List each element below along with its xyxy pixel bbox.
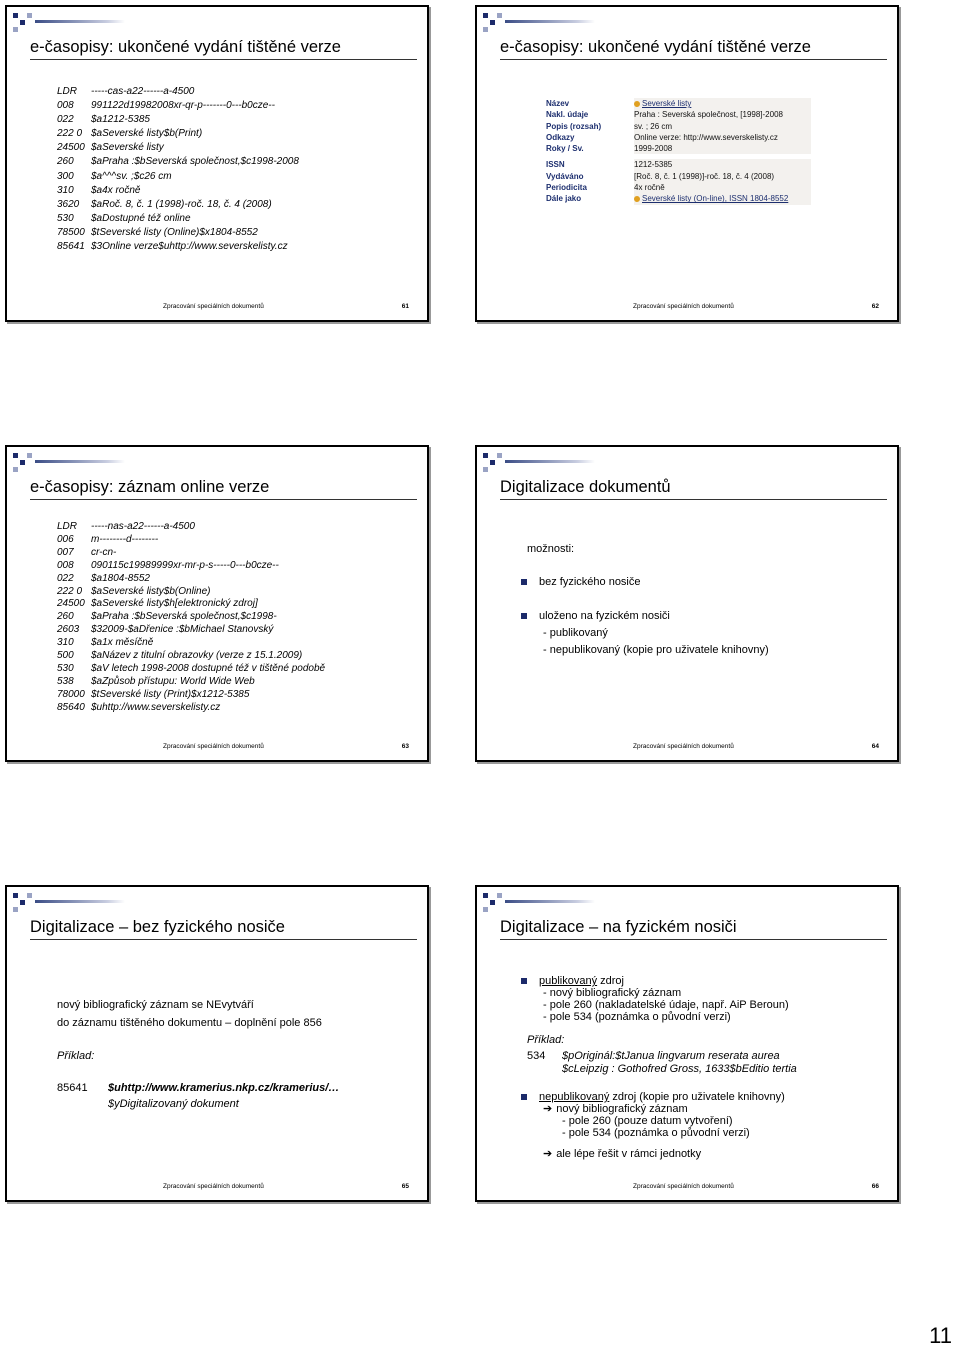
marc-tag: 310 (57, 637, 74, 649)
marc-tag: 022 (57, 572, 74, 584)
slide-footer (7, 1183, 427, 1193)
slide-footer (7, 303, 427, 313)
record-label: ISSN (546, 160, 565, 170)
record-label: Popis (rozsah) (546, 121, 602, 131)
bullet-text: uloženo na fyzickém nosiči (539, 610, 670, 622)
marc-field (57, 113, 299, 127)
marc-tag: 538 (57, 675, 74, 687)
record-value: [Roč. 8, č. 1 (1998)]-roč. 18, č. 4 (2008) (634, 171, 811, 182)
record-row (546, 182, 811, 193)
marc-field (57, 598, 325, 611)
slide-66 (475, 885, 899, 1202)
marc-field (57, 534, 325, 547)
marc-tag: LDR (57, 521, 78, 532)
marc-tag: LDR (57, 86, 78, 97)
marc-tag: 008 (57, 100, 74, 112)
slide-number: 66 (871, 1183, 879, 1190)
marc-field (57, 560, 325, 573)
example-label: Příklad: (57, 1050, 95, 1062)
slide-title: e-časopisy: ukončené vydání tištěné verze (30, 38, 341, 56)
footer-text: Zpracování speciálních dokumentů (633, 743, 734, 750)
bullet-text: zdroj (kopie pro uživatele knihovny) (609, 1091, 785, 1103)
square-bullet-icon (521, 613, 527, 619)
marc-tag: 260 (57, 611, 74, 623)
marc-tag: 2603 (57, 624, 80, 636)
bullet-item (521, 608, 670, 625)
marc-field (57, 663, 325, 676)
bullet-item (521, 574, 641, 591)
record-label: Vydáváno (546, 171, 584, 181)
catalog-record-table (546, 98, 811, 205)
footer-text: Zpracování speciálních dokumentů (163, 1183, 264, 1190)
example-label: Příklad: (527, 1034, 565, 1046)
marc-tag: 006 (57, 533, 74, 545)
marc-field (57, 184, 299, 198)
marc-value: $aSeverské listy$b(Online) (91, 585, 211, 597)
marc-tag: 530 (57, 212, 74, 224)
marc-value: $aV letech 1998-2008 dostupné též v tištěné podobě (91, 662, 326, 674)
marc-field (57, 689, 325, 702)
marc-tag: 260 (57, 156, 74, 168)
record-value: 4x ročně (634, 182, 811, 193)
slide-number: 64 (871, 743, 879, 750)
marc-field (57, 586, 325, 599)
marc-value: $aDostupné též online (91, 212, 191, 224)
title-divider (30, 939, 417, 940)
footer-text: Zpracování speciálních dokumentů (633, 1183, 734, 1190)
record-value: 1212-5385 (634, 159, 811, 170)
title-divider (30, 59, 417, 60)
marc-value: $a1804-8552 (91, 572, 150, 584)
record-label: Periodicita (546, 183, 587, 193)
title-divider (500, 939, 887, 940)
slide-decoration (483, 893, 603, 913)
marc-field (57, 240, 299, 254)
marc-field (57, 702, 325, 715)
marc-value: $aSeverské listy$h[elektronický zdroj] (91, 598, 258, 610)
marc-tag: 500 (57, 650, 74, 662)
marc-record (57, 521, 325, 715)
marc-value: 090115c19989999xr-mr-p-s-----0---b0cze-- (91, 559, 279, 571)
arrow-right-icon: ➔ (543, 1148, 553, 1160)
marc-field (57, 127, 299, 141)
marc-value: $3Online verze$uhttp://www.severskelisty.cz (91, 241, 288, 253)
record-row (546, 193, 811, 204)
record-row (546, 143, 811, 154)
marc-tag: 78000 (57, 688, 85, 700)
marc-field (57, 521, 325, 534)
record-value: Severské listy (On-line), ISSN 1804-8552 (642, 194, 789, 204)
sub-item: - pole 534 (poznámka o původní verzi) (543, 1011, 731, 1023)
bullet-text-underlined: publikovaný (539, 975, 598, 987)
slide-number: 61 (401, 303, 409, 310)
text-line: do záznamu tištěného dokumentu – doplnění pole 856 (57, 1017, 322, 1029)
slide-footer (7, 743, 427, 753)
marc-field (57, 170, 299, 184)
slide-title: Digitalizace – na fyzickém nosiči (500, 918, 737, 936)
arrow-item-text: nový bibliografický záznam (556, 1103, 688, 1115)
bullet-item (521, 975, 624, 987)
sub-item: - pole 260 (nakladatelské údaje, např. AiP Beroun) (543, 999, 789, 1011)
bullet-text: bez fyzického nosiče (539, 576, 641, 588)
slide-title: Digitalizace – bez fyzického nosiče (30, 918, 285, 936)
slide-decoration (483, 453, 603, 473)
marc-tag: 022 (57, 114, 74, 126)
marc-field (57, 676, 325, 689)
marc-tag: 24500 (57, 142, 85, 154)
marc-tag: 24500 (57, 598, 85, 610)
link-dot-icon (634, 101, 640, 107)
marc-tag: 530 (57, 662, 74, 674)
sub-item: - pole 534 (poznámka o původní verzi) (562, 1127, 750, 1139)
record-label: Název (546, 99, 570, 108)
slide-decoration (483, 13, 603, 33)
record-label: Odkazy (546, 132, 575, 142)
marc-field (57, 198, 299, 212)
marc-value: $aRoč. 8, č. 1 (1998)-roč. 18, č. 4 (2008) (91, 198, 272, 210)
marc-value: $aPraha :$bSeverská společnost,$c1998-2008 (91, 156, 299, 168)
record-row (546, 121, 811, 132)
square-bullet-icon (521, 978, 527, 984)
marc-field (57, 624, 325, 637)
slide-63 (5, 445, 429, 762)
text-line: nový bibliografický záznam se NEvytváří (57, 999, 254, 1011)
marc-value: $uhttp://www.severskelisty.cz (91, 701, 221, 713)
record-row (546, 98, 811, 109)
marc-value: $32009-$aDřenice :$bMichael Stanovský (91, 624, 274, 636)
link-dot-icon (634, 196, 640, 202)
bullet-text-underlined: nepublikovaný (539, 1091, 610, 1103)
record-label: Nakl. údaje (546, 110, 589, 120)
marc-value: m--------d-------- (91, 533, 159, 545)
marc-value: $aZpůsob přístupu: World Wide Web (91, 675, 255, 687)
footer-text: Zpracování speciálních dokumentů (633, 303, 734, 310)
marc-record (57, 85, 299, 254)
marc-field (57, 611, 325, 624)
marc-tag: 300 (57, 170, 74, 182)
marc-tag: 3620 (57, 198, 80, 210)
record-value: sv. ; 26 cm (634, 121, 811, 132)
bullet-item (521, 1091, 785, 1103)
marc-value: $aSeverské listy (91, 142, 164, 154)
slide-decoration (13, 13, 133, 33)
marc-tag: 222 0 (57, 128, 83, 140)
slide-footer (477, 303, 897, 313)
marc-value: 991122d19982008xr-qr-p-------0---b0cze-- (91, 100, 275, 112)
marc-value: -----cas-a22------a-4500 (91, 86, 195, 97)
marc-field (57, 155, 299, 169)
example-value: $pOriginál:$tJanua lingvarum reserata aurea (562, 1050, 780, 1062)
marc-value: $tSeverské listy (Online)$x1804-8552 (91, 226, 258, 238)
title-divider (500, 499, 887, 500)
sub-item: - nový bibliografický záznam (543, 987, 682, 999)
sub-item: - nepublikovaný (kopie pro uživatele knihovny) (543, 644, 769, 656)
marc-value: $aPraha :$bSeverská společnost,$c1998- (91, 611, 277, 623)
page-number: 11 (929, 1323, 952, 1348)
arrow-right-icon: ➔ (543, 1103, 553, 1115)
record-label: Dále jako (546, 194, 582, 204)
footer-text: Zpracování speciálních dokumentů (163, 743, 264, 750)
title-divider (500, 59, 887, 60)
marc-tag: 85640 (57, 701, 85, 713)
record-value[interactable]: Online verze: http://www.severskelisty.cz (634, 132, 811, 143)
record-value: Severské listy (642, 99, 692, 108)
marc-field (57, 547, 325, 560)
marc-field (57, 99, 299, 113)
slide-64 (475, 445, 899, 762)
marc-tag: 008 (57, 559, 74, 571)
square-bullet-icon (521, 1094, 527, 1100)
slide-number: 63 (401, 743, 409, 750)
slide-footer (477, 1183, 897, 1193)
slide-title: e-časopisy: záznam online verze (30, 478, 270, 496)
marc-value: $tSeverské listy (Print)$x1212-5385 (91, 688, 250, 700)
example-tag: 85641 (57, 1082, 88, 1094)
sub-item: - pole 260 (pouze datum vytvoření) (562, 1115, 733, 1127)
marc-value: $aNázev z titulní obrazovky (verze z 15.1.2009) (91, 650, 303, 662)
slide-62 (475, 5, 899, 322)
intro-text: možnosti: (527, 543, 575, 555)
slide-61 (5, 5, 429, 322)
marc-value: cr-cn- (91, 546, 117, 558)
marc-field (57, 637, 325, 650)
marc-value: $aSeverské listy$b(Print) (91, 128, 203, 140)
example-value: $uhttp://www.kramerius.nkp.cz/kramerius/… (108, 1082, 340, 1094)
slide-footer (477, 743, 897, 753)
marc-value: $a4x ročně (91, 184, 141, 196)
arrow-item-text: ale lépe řešit v rámci jednotky (556, 1148, 702, 1160)
example-value: $yDigitalizovaný dokument (108, 1098, 239, 1110)
square-bullet-icon (521, 579, 527, 585)
marc-field (57, 226, 299, 240)
footer-text: Zpracování speciálních dokumentů (163, 303, 264, 310)
record-row (546, 109, 811, 120)
record-row (546, 132, 811, 143)
slide-decoration (13, 453, 133, 473)
slide-title: Digitalizace dokumentů (500, 478, 671, 496)
marc-tag: 85641 (57, 241, 85, 253)
sub-item: - publikovaný (543, 627, 608, 639)
marc-tag: 78500 (57, 226, 85, 238)
marc-value: $a^^^sv. ;$c26 cm (91, 170, 172, 182)
record-label: Roky / Sv. (546, 144, 584, 154)
marc-field (57, 573, 325, 586)
slide-number: 62 (871, 303, 879, 310)
marc-value: -----nas-a22------a-4500 (91, 521, 195, 532)
marc-field (57, 650, 325, 663)
marc-tag: 310 (57, 184, 74, 196)
marc-field (57, 85, 299, 99)
arrow-item (543, 1148, 701, 1160)
marc-field (57, 212, 299, 226)
slide-number: 65 (401, 1183, 409, 1190)
example-value: $cLeipzig : Gothofred Gross, 1633$bEditio tertia (562, 1063, 797, 1075)
marc-value: $a1x měsíčně (91, 637, 154, 649)
record-value-link[interactable] (634, 98, 811, 109)
marc-field (57, 141, 299, 155)
record-row (546, 171, 811, 182)
bullet-text: zdroj (597, 975, 624, 987)
example-tag: 534 (527, 1050, 546, 1062)
marc-tag: 007 (57, 546, 74, 558)
arrow-item (543, 1103, 688, 1115)
slide-65 (5, 885, 429, 1202)
record-value-link[interactable] (634, 193, 811, 204)
record-value: 1999-2008 (634, 143, 811, 154)
record-row (546, 159, 811, 170)
title-divider (30, 499, 417, 500)
marc-tag: 222 0 (57, 585, 83, 597)
marc-value: $a1212-5385 (91, 114, 150, 126)
slide-decoration (13, 893, 133, 913)
record-value: Praha : Severská společnost, [1998]-2008 (634, 109, 811, 120)
slide-title: e-časopisy: ukončené vydání tištěné verze (500, 38, 811, 56)
